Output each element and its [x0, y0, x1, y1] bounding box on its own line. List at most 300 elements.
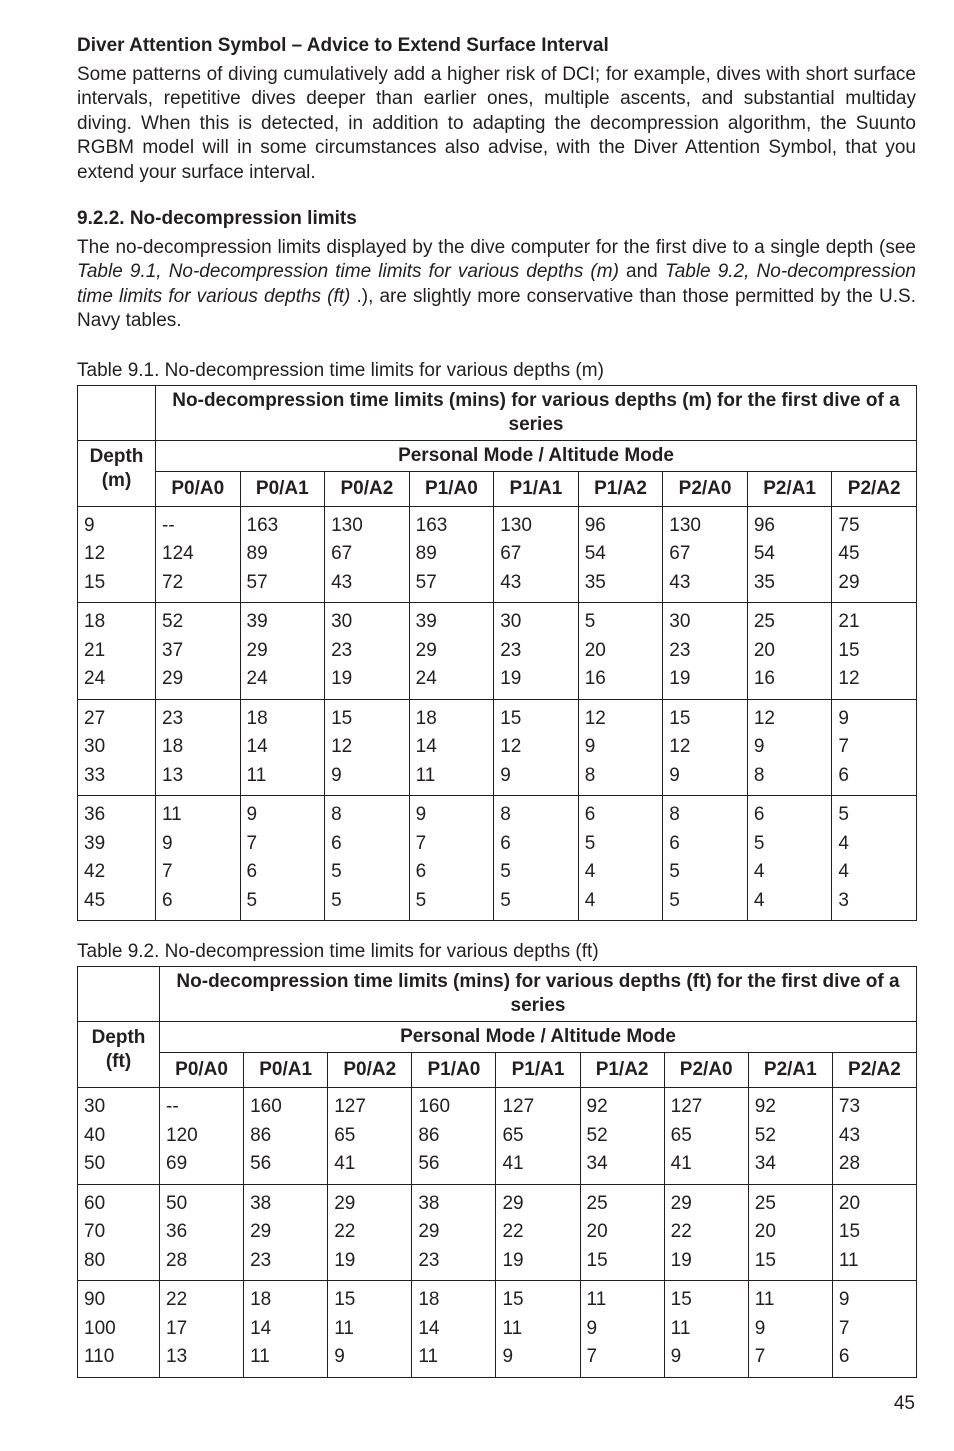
cell-value: 30 [84, 736, 106, 758]
column-header: P1/A1 [494, 471, 579, 506]
limit-cell [325, 506, 410, 603]
cell-value: 8 [331, 804, 342, 826]
limit-cell [156, 603, 241, 700]
cell-value: 22 [502, 1221, 524, 1243]
cell-value: 29 [250, 1221, 272, 1243]
cell-value: 163 [415, 514, 448, 536]
depth-cell [78, 699, 156, 796]
cell-value: 29 [838, 571, 860, 593]
cell-value: 7 [162, 861, 173, 883]
cell-value: 86 [418, 1124, 440, 1146]
cell-value: 18 [246, 707, 268, 729]
section-heading-diver-attention: Diver Attention Symbol – Advice to Extend Surface Interval [77, 35, 609, 56]
cell-value: 11 [250, 1346, 270, 1368]
cell-value: 15 [669, 707, 691, 729]
cell-value: 4 [753, 889, 765, 911]
cell-value: 4 [584, 861, 596, 883]
table-9-2-reference: Table 9.2, No-decompression time limits for various depths (ft) [77, 261, 916, 307]
column-header: P2/A0 [664, 1053, 748, 1088]
column-header: P1/A2 [580, 1053, 664, 1088]
cell-value: 33 [84, 764, 106, 786]
cell-value: 18 [250, 1289, 272, 1311]
cell-value: 36 [84, 804, 106, 826]
depth-cell [78, 1184, 160, 1281]
column-header: P0/A0 [156, 471, 241, 506]
table-9-2-caption: Table 9.2. No-decompression time limits for various depths (ft) [77, 941, 599, 963]
cell-value: 5 [500, 861, 511, 883]
limit-cell [747, 603, 832, 700]
cell-value: 45 [84, 889, 106, 911]
cell-value: 60 [84, 1192, 106, 1214]
cell-value: 96 [584, 514, 606, 536]
column-header: P0/A1 [240, 471, 325, 506]
cell-value: 127 [670, 1096, 703, 1118]
cell-value: 19 [670, 1249, 692, 1271]
cell-value: 25 [754, 1192, 776, 1214]
cell-value: 50 [84, 1153, 106, 1175]
limit-cell [412, 1281, 496, 1378]
cell-value: 9 [754, 1317, 766, 1339]
cell-value: 39 [84, 832, 106, 854]
cell-value: 15 [502, 1289, 524, 1311]
limit-cell [409, 699, 494, 796]
column-header: P0/A2 [328, 1053, 412, 1088]
cell-value: 160 [250, 1096, 282, 1118]
cell-value: 11 [162, 804, 182, 826]
cell-value: 70 [84, 1221, 106, 1243]
table-row-group [78, 796, 917, 921]
cell-value: 22 [166, 1289, 188, 1311]
cell-value: 18 [162, 736, 184, 758]
cell-value: 5 [331, 889, 342, 911]
cell-value: 14 [246, 736, 268, 758]
limit-cell [328, 1088, 412, 1185]
cell-value: 69 [166, 1153, 188, 1175]
cell-value: 120 [166, 1124, 198, 1146]
cell-value: 7 [838, 1317, 850, 1339]
limit-cell [496, 1281, 580, 1378]
section-heading-no-deco-limits: 9.2.2. No-decompression limits [77, 208, 357, 230]
limit-cell [494, 603, 579, 700]
cell-value: 19 [669, 668, 691, 690]
cell-value: 89 [246, 543, 268, 565]
limit-cell [664, 1281, 748, 1378]
cell-value: 29 [334, 1192, 356, 1214]
cell-value: 34 [754, 1153, 776, 1175]
manual-page [77, 34, 916, 1378]
limit-cell [409, 603, 494, 700]
cell-value: 163 [246, 514, 279, 536]
cell-value: 14 [415, 736, 437, 758]
limit-cell [747, 699, 832, 796]
cell-value: 6 [838, 764, 849, 786]
cell-value: 65 [334, 1124, 356, 1146]
limit-cell [578, 506, 663, 603]
cell-value: 9 [84, 514, 95, 536]
cell-value: 130 [669, 514, 701, 536]
section-paragraph-no-deco-limits: The no-decompression limits displayed by the dive computer for the first dive to a single depth (see Table 9.1, No-decompression time limits for various depths (m) and Table 9.2, No-decompression time limits for various depths (ft) .), are slightly more conservative than those permitted by the U.S. Navy tables. [77, 237, 916, 332]
cell-value: 6 [162, 889, 173, 911]
limit-cell [325, 796, 410, 921]
cell-value: 11 [502, 1317, 523, 1339]
cell-value: 20 [838, 1192, 861, 1214]
cell-value: 8 [669, 804, 680, 826]
cell-value: 21 [838, 611, 860, 633]
cell-value: 96 [753, 514, 775, 536]
limit-cell [494, 699, 579, 796]
cell-value: 19 [334, 1249, 356, 1271]
cell-value: 17 [166, 1317, 188, 1339]
cell-value: 27 [84, 707, 106, 729]
cell-value: 11 [754, 1289, 775, 1311]
cell-value: 9 [162, 832, 173, 854]
limit-cell [832, 603, 917, 700]
cell-value: 25 [586, 1192, 608, 1214]
limit-cell [832, 506, 917, 603]
cell-value: 41 [670, 1153, 692, 1175]
limit-cell [325, 699, 410, 796]
cell-value: 18 [415, 707, 437, 729]
cell-value: 6 [500, 832, 511, 854]
depth-cell [78, 506, 156, 603]
cell-value: 19 [502, 1249, 524, 1271]
cell-value: 6 [331, 832, 342, 854]
cell-value: 39 [246, 611, 268, 633]
cell-value: 21 [84, 639, 106, 661]
cell-value: 20 [753, 639, 775, 661]
mode-header: Personal Mode / Altitude Mode [160, 1022, 917, 1053]
cell-value: 50 [166, 1192, 188, 1214]
cell-value: 16 [753, 668, 775, 690]
table-9-2 [77, 966, 917, 1378]
limit-cell [412, 1088, 496, 1185]
cell-value: 9 [670, 1346, 682, 1368]
limit-cell [160, 1281, 244, 1378]
cell-value: 6 [669, 832, 680, 854]
cell-value: 11 [586, 1289, 607, 1311]
column-header: P2/A1 [748, 1053, 832, 1088]
cell-value: 15 [500, 707, 522, 729]
cell-value: 15 [331, 707, 353, 729]
cell-value: 15 [334, 1289, 356, 1311]
cell-value: 100 [84, 1317, 116, 1339]
cell-value: 56 [418, 1153, 440, 1175]
column-header: P0/A2 [325, 471, 410, 506]
cell-value: 54 [584, 543, 606, 565]
cell-value: 5 [838, 804, 849, 826]
table-9-1-caption: Table 9.1. No-decompression time limits for various depths (m) [77, 359, 604, 381]
cell-value: 36 [166, 1221, 188, 1243]
cell-value: 9 [415, 804, 427, 826]
cell-value: 57 [415, 571, 437, 593]
table-title: No-decompression time limits (mins) for various depths (ft) for the first dive of a series [160, 967, 917, 1022]
cell-value: 43 [838, 1124, 861, 1146]
table-row-group [78, 1184, 917, 1281]
cell-value: 67 [500, 543, 522, 565]
table-9-1-reference: Table 9.1, No-decompression time limits for various depths (m) [77, 261, 619, 283]
cell-value: 29 [670, 1192, 692, 1214]
cell-value: 110 [84, 1346, 115, 1368]
limit-cell [328, 1281, 412, 1378]
cell-value: 30 [500, 611, 522, 633]
cell-value: 29 [415, 639, 437, 661]
cell-value: 29 [246, 639, 268, 661]
cell-value: 28 [166, 1249, 188, 1271]
limit-cell [494, 796, 579, 921]
cell-value: 65 [502, 1124, 524, 1146]
limit-cell [494, 506, 579, 603]
cell-value: 4 [838, 832, 849, 854]
cell-value: 12 [753, 707, 775, 729]
cell-value: 20 [584, 639, 606, 661]
limit-cell [240, 506, 325, 603]
cell-value: 54 [753, 543, 775, 565]
empty-corner-cell [78, 967, 160, 1022]
cell-value: 4 [838, 861, 849, 883]
cell-value: 20 [754, 1221, 776, 1243]
cell-value: 15 [84, 571, 106, 593]
limit-cell [663, 506, 748, 603]
limit-cell [663, 796, 748, 921]
cell-value: 29 [162, 668, 184, 690]
column-header: P1/A0 [412, 1053, 496, 1088]
cell-value: 35 [753, 571, 775, 593]
table-row-group [78, 1088, 917, 1185]
limit-cell [496, 1184, 580, 1281]
cell-value: 11 [334, 1317, 354, 1339]
cell-value: 15 [838, 1221, 861, 1243]
cell-value: 12 [500, 736, 522, 758]
cell-value: 92 [586, 1096, 608, 1118]
cell-value: 34 [586, 1153, 608, 1175]
cell-value: 42 [84, 861, 106, 883]
cell-value: 23 [162, 707, 184, 729]
limit-cell [664, 1184, 748, 1281]
limit-cell [240, 796, 325, 921]
cell-value: 9 [669, 764, 680, 786]
limit-cell [240, 699, 325, 796]
cell-value: 7 [246, 832, 258, 854]
cell-value: 15 [586, 1249, 608, 1271]
cell-value: 92 [754, 1096, 776, 1118]
cell-value: 9 [586, 1317, 598, 1339]
cell-value: -- [166, 1096, 179, 1118]
cell-value: 56 [250, 1153, 272, 1175]
cell-value: 24 [415, 668, 437, 690]
column-header: P2/A1 [747, 471, 832, 506]
cell-value: 14 [418, 1317, 440, 1339]
column-header: P1/A0 [409, 471, 494, 506]
cell-value: 30 [331, 611, 353, 633]
depth-cell [78, 603, 156, 700]
cell-value: 23 [669, 639, 691, 661]
mode-header: Personal Mode / Altitude Mode [156, 440, 917, 471]
cell-value: 43 [669, 571, 691, 593]
table-9-1 [77, 385, 917, 922]
cell-value: 52 [162, 611, 184, 633]
cell-value: 6 [838, 1346, 850, 1368]
cell-value: 38 [418, 1192, 440, 1214]
cell-value: 9 [838, 707, 849, 729]
cell-value: 9 [334, 1346, 345, 1368]
table-row-group [78, 506, 917, 603]
cell-value: 11 [246, 764, 267, 786]
cell-value: 41 [334, 1153, 356, 1175]
cell-value: 75 [838, 514, 860, 536]
cell-value: 41 [502, 1153, 524, 1175]
cell-value: 90 [84, 1289, 106, 1311]
limit-cell [156, 506, 241, 603]
cell-value: 89 [415, 543, 437, 565]
limit-cell [409, 506, 494, 603]
limit-cell [832, 699, 917, 796]
column-header: P0/A0 [160, 1053, 244, 1088]
cell-value: 7 [754, 1346, 766, 1368]
page-number: 45 [893, 1393, 915, 1414]
cell-value: 6 [415, 861, 427, 883]
cell-value: 160 [418, 1096, 451, 1118]
cell-value: 5 [415, 889, 427, 911]
cell-value: 20 [586, 1221, 608, 1243]
cell-value: 4 [584, 889, 596, 911]
cell-value: 19 [500, 668, 522, 690]
cell-value: 15 [670, 1289, 692, 1311]
cell-value: 18 [418, 1289, 440, 1311]
depth-cell [78, 1088, 160, 1185]
cell-value: 29 [418, 1221, 440, 1243]
limit-cell [832, 1281, 916, 1378]
cell-value: 8 [753, 764, 765, 786]
cell-value: 80 [84, 1249, 106, 1271]
limit-cell [156, 699, 241, 796]
cell-value: -- [162, 514, 175, 536]
cell-value: 5 [669, 889, 680, 911]
cell-value: 72 [162, 571, 184, 593]
cell-value: 30 [84, 1096, 106, 1118]
limit-cell [244, 1184, 328, 1281]
cell-value: 11 [838, 1249, 859, 1271]
limit-cell [748, 1184, 832, 1281]
cell-value: 12 [584, 707, 606, 729]
limit-cell [578, 796, 663, 921]
cell-value: 73 [838, 1096, 861, 1118]
cell-value: 24 [246, 668, 268, 690]
cell-value: 38 [250, 1192, 272, 1214]
cell-value: 13 [162, 764, 184, 786]
cell-value: 9 [753, 736, 765, 758]
cell-value: 30 [669, 611, 691, 633]
limit-cell [244, 1088, 328, 1185]
limit-cell [160, 1088, 244, 1185]
limit-cell [496, 1088, 580, 1185]
cell-value: 23 [250, 1249, 272, 1271]
cell-value: 5 [331, 861, 342, 883]
cell-value: 124 [162, 543, 194, 565]
cell-value: 8 [584, 764, 596, 786]
cell-value: 29 [502, 1192, 524, 1214]
cell-value: 24 [84, 668, 106, 690]
limit-cell [156, 796, 241, 921]
cell-value: 35 [584, 571, 606, 593]
cell-value: 9 [838, 1289, 850, 1311]
cell-value: 3 [838, 889, 849, 911]
limit-cell [578, 603, 663, 700]
cell-value: 19 [331, 668, 353, 690]
limit-cell [748, 1088, 832, 1185]
cell-value: 43 [331, 571, 353, 593]
limit-cell [747, 796, 832, 921]
column-header: P1/A1 [496, 1053, 580, 1088]
limit-cell [578, 699, 663, 796]
cell-value: 7 [838, 736, 849, 758]
cell-value: 23 [331, 639, 353, 661]
column-header: P2/A2 [832, 471, 917, 506]
cell-value: 12 [838, 668, 860, 690]
cell-value: 5 [669, 861, 680, 883]
cell-value: 43 [500, 571, 522, 593]
limit-cell [832, 1184, 916, 1281]
cell-value: 9 [584, 736, 596, 758]
cell-value: 22 [670, 1221, 692, 1243]
cell-value: 18 [84, 611, 106, 633]
cell-value: 14 [250, 1317, 272, 1339]
table-row-group [78, 603, 917, 700]
cell-value: 39 [415, 611, 437, 633]
limit-cell [240, 603, 325, 700]
cell-value: 9 [500, 764, 511, 786]
depth-column-header: Depth (ft) [78, 1022, 160, 1088]
cell-value: 52 [754, 1124, 776, 1146]
cell-value: 28 [838, 1153, 861, 1175]
cell-value: 6 [753, 804, 765, 826]
column-header: P1/A2 [578, 471, 663, 506]
table-row-group [78, 699, 917, 796]
cell-value: 5 [500, 889, 511, 911]
cell-value: 130 [331, 514, 363, 536]
empty-corner-cell [78, 385, 156, 440]
cell-value: 67 [669, 543, 691, 565]
cell-value: 5 [246, 889, 258, 911]
cell-value: 5 [584, 611, 596, 633]
limit-cell [409, 796, 494, 921]
cell-value: 127 [502, 1096, 535, 1118]
depth-cell [78, 796, 156, 921]
cell-value: 5 [753, 832, 765, 854]
cell-value: 8 [500, 804, 511, 826]
cell-value: 15 [754, 1249, 776, 1271]
column-header: P2/A0 [663, 471, 748, 506]
cell-value: 5 [584, 832, 596, 854]
cell-value: 52 [586, 1124, 608, 1146]
cell-value: 11 [418, 1346, 439, 1368]
cell-value: 23 [418, 1249, 440, 1271]
cell-value: 127 [334, 1096, 366, 1118]
cell-value: 6 [246, 861, 258, 883]
section-paragraph-diver-attention: Some patterns of diving cumulatively add a higher risk of DCI; for example, dives with short surface intervals, repetitive dives deeper than earlier ones, multiple ascents, and substantial multiday diving. When this is detected, in addition to adapting the decompression algorithm, the Suunto RGBM model will in some circumstances also advise, with the Diver Attention Symbol, that you extend your surface interval. [77, 64, 916, 183]
cell-value: 11 [670, 1317, 691, 1339]
depth-column-header: Depth (m) [78, 440, 156, 506]
limit-cell [412, 1184, 496, 1281]
cell-value: 40 [84, 1124, 106, 1146]
table-title: No-decompression time limits (mins) for various depths (m) for the first dive of a series [156, 385, 917, 440]
cell-value: 7 [586, 1346, 598, 1368]
limit-cell [832, 796, 917, 921]
cell-value: 130 [500, 514, 532, 536]
limit-cell [748, 1281, 832, 1378]
limit-cell [244, 1281, 328, 1378]
limit-cell [747, 506, 832, 603]
cell-value: 57 [246, 571, 268, 593]
